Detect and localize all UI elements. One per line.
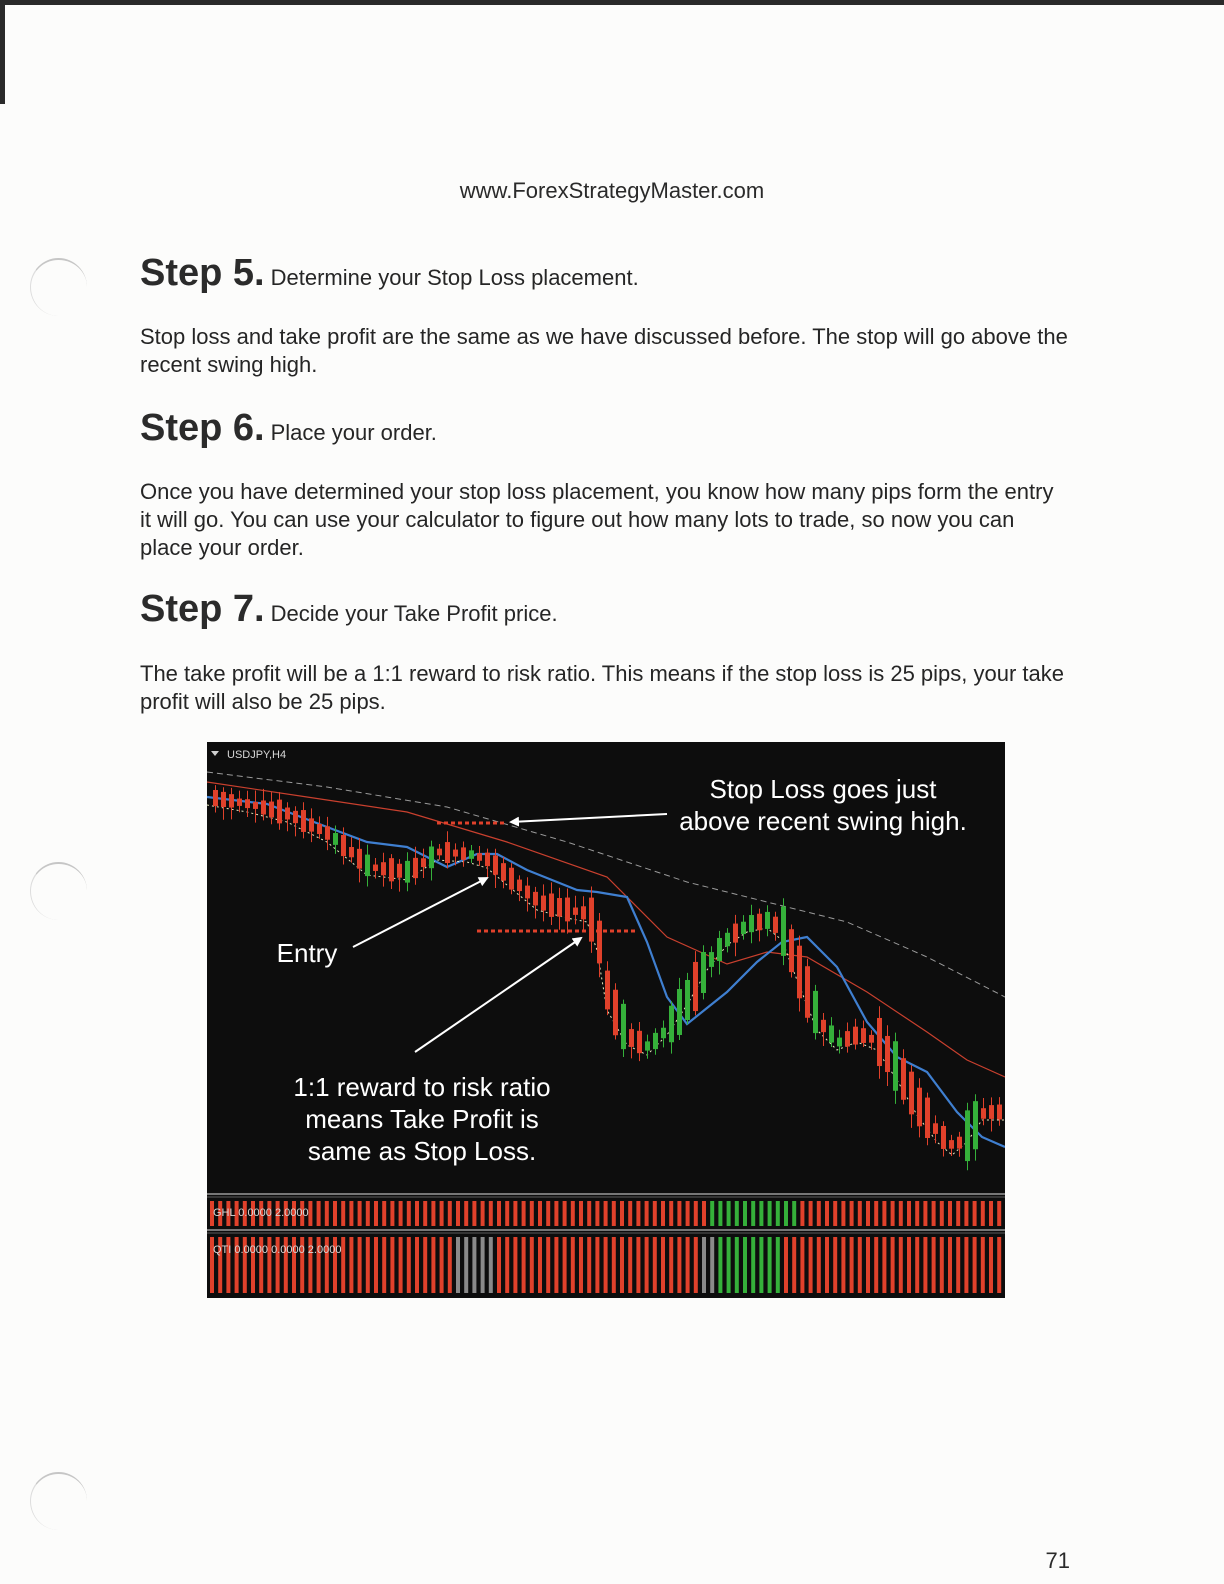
qti-bar xyxy=(686,1237,690,1293)
candle-body xyxy=(309,818,314,831)
candle-body xyxy=(413,858,418,878)
qti-bar xyxy=(407,1237,411,1293)
qti-bar xyxy=(645,1237,649,1293)
ghl-bar xyxy=(686,1201,690,1226)
candle-body xyxy=(629,1029,634,1047)
step-7-title: Decide your Take Profit price. xyxy=(270,601,558,626)
step-6-number: Step 6. xyxy=(140,407,265,449)
candle-body xyxy=(485,853,490,866)
candle-body xyxy=(757,914,762,931)
ghl-bar xyxy=(505,1201,509,1226)
candle-body xyxy=(749,915,754,932)
candle-body xyxy=(493,855,498,874)
candle-body xyxy=(285,808,290,820)
ghl-bar xyxy=(768,1201,772,1226)
qti-bar xyxy=(538,1237,542,1293)
ghl-bar xyxy=(653,1201,657,1226)
qti-bar xyxy=(792,1237,796,1293)
ghl-bar xyxy=(374,1201,378,1226)
candle-body xyxy=(341,835,346,856)
ghl-bar xyxy=(800,1201,804,1226)
qti-bar xyxy=(628,1237,632,1293)
candle-body xyxy=(589,898,594,942)
ghl-bar xyxy=(784,1201,788,1226)
ghl-bar xyxy=(907,1201,911,1226)
qti-bar xyxy=(809,1237,813,1293)
candle-body xyxy=(941,1126,946,1149)
qti-bar xyxy=(382,1237,386,1293)
qti-bar xyxy=(956,1237,960,1293)
ghl-bar xyxy=(522,1201,526,1226)
candle-body xyxy=(805,966,810,1018)
qti-bar xyxy=(776,1237,780,1293)
candle-body xyxy=(765,912,770,929)
candle-body xyxy=(581,906,586,919)
candle-body xyxy=(605,971,610,1010)
qti-bar xyxy=(694,1237,698,1293)
qti-bar xyxy=(563,1237,567,1293)
qti-bar xyxy=(825,1237,829,1293)
ghl-bar xyxy=(718,1201,722,1226)
step-6-heading xyxy=(140,407,437,450)
site-url: www.ForexStrategyMaster.com xyxy=(459,178,765,203)
ratio-annotation-line-3: same as Stop Loss. xyxy=(307,1136,537,1166)
qti-bar xyxy=(743,1237,747,1293)
candle-body xyxy=(429,847,434,869)
qti-bar xyxy=(677,1237,681,1293)
qti-bar xyxy=(751,1237,755,1293)
ghl-bar xyxy=(825,1201,829,1226)
ghl-bar xyxy=(850,1201,854,1226)
ghl-bar xyxy=(308,1201,312,1226)
ghl-bar xyxy=(325,1201,329,1226)
qti-bar xyxy=(489,1237,493,1293)
ghl-bar xyxy=(464,1201,468,1226)
ghl-indicator-bars xyxy=(210,1201,1001,1226)
qti-bar xyxy=(702,1237,706,1293)
candle-body xyxy=(349,847,354,857)
qti-bar xyxy=(374,1237,378,1293)
qti-bar xyxy=(768,1237,772,1293)
qti-bar xyxy=(817,1237,821,1293)
ghl-bar xyxy=(317,1201,321,1226)
candle-body xyxy=(373,865,378,871)
qti-bar xyxy=(882,1237,886,1293)
candle-body xyxy=(997,1105,1002,1120)
candle-body xyxy=(813,991,818,1033)
ghl-bar xyxy=(604,1201,608,1226)
ghl-bar xyxy=(366,1201,370,1226)
candle-body xyxy=(461,847,466,859)
candle-body xyxy=(917,1088,922,1127)
ghl-bar xyxy=(415,1201,419,1226)
candle-body xyxy=(557,898,562,917)
qti-bar xyxy=(669,1237,673,1293)
candle-body xyxy=(317,824,322,834)
candle-body xyxy=(469,850,474,858)
ghl-bar xyxy=(587,1201,591,1226)
ghl-bar xyxy=(817,1201,821,1226)
qti-bar xyxy=(358,1237,362,1293)
qti-bar xyxy=(800,1237,804,1293)
qti-bar xyxy=(579,1237,583,1293)
qti-bar xyxy=(850,1237,854,1293)
candle-body xyxy=(669,1006,674,1042)
ghl-bar xyxy=(809,1201,813,1226)
qti-bar xyxy=(595,1237,599,1293)
ghl-bar xyxy=(948,1201,952,1226)
candle-body xyxy=(845,1031,850,1046)
candle-body xyxy=(885,1036,890,1072)
candle-body xyxy=(549,893,554,916)
ghl-bar xyxy=(399,1201,403,1226)
candle-body xyxy=(573,908,578,915)
qti-bar xyxy=(497,1237,501,1293)
qti-bar xyxy=(653,1237,657,1293)
qti-bar xyxy=(481,1237,485,1293)
candle-body xyxy=(861,1028,866,1043)
candle-body xyxy=(453,850,458,857)
qti-bar xyxy=(423,1237,427,1293)
stop-loss-annotation-line-1: Stop Loss goes just xyxy=(709,774,937,804)
qti-bar xyxy=(866,1237,870,1293)
candle-body xyxy=(821,1020,826,1032)
qti-bar xyxy=(932,1237,936,1293)
candle-body xyxy=(837,1038,842,1047)
candle-body xyxy=(869,1035,874,1043)
qti-bar xyxy=(530,1237,534,1293)
ghl-bar xyxy=(489,1201,493,1226)
candle-body xyxy=(565,898,570,922)
qti-bar xyxy=(620,1237,624,1293)
candle-body xyxy=(789,929,794,972)
qti-bar xyxy=(710,1237,714,1293)
ghl-bar xyxy=(579,1201,583,1226)
candle-body xyxy=(437,849,442,856)
candle-body xyxy=(853,1027,858,1045)
ghl-bar xyxy=(727,1201,731,1226)
candle-body xyxy=(213,790,218,806)
qti-bar xyxy=(431,1237,435,1293)
ghl-bar xyxy=(866,1201,870,1226)
ghl-bar xyxy=(497,1201,501,1226)
candle-body xyxy=(381,862,386,875)
candle-body xyxy=(597,921,602,964)
step-7-heading xyxy=(140,588,558,631)
qti-bar xyxy=(948,1237,952,1293)
candle-body xyxy=(933,1123,938,1134)
ghl-bar xyxy=(989,1201,993,1226)
qti-bar xyxy=(366,1237,370,1293)
ghl-bar xyxy=(530,1201,534,1226)
candle-body xyxy=(261,801,266,815)
qti-bar xyxy=(661,1237,665,1293)
qti-bar xyxy=(456,1237,460,1293)
candle-body xyxy=(445,842,450,863)
ghl-bar xyxy=(472,1201,476,1226)
candle-body xyxy=(237,799,242,806)
qti-bar xyxy=(341,1237,345,1293)
ghl-bar xyxy=(677,1201,681,1226)
candle-body xyxy=(797,946,802,999)
qti-bar xyxy=(759,1237,763,1293)
qti-indicator-label: QTI 0.0000 0.0000 2.0000 xyxy=(213,1244,342,1256)
qti-bar xyxy=(636,1237,640,1293)
candle-body xyxy=(245,799,250,808)
qti-bar xyxy=(874,1237,878,1293)
candle-body xyxy=(397,864,402,878)
ghl-bar xyxy=(661,1201,665,1226)
ghl-bar xyxy=(571,1201,575,1226)
candle-body xyxy=(653,1033,658,1049)
qti-bar xyxy=(899,1237,903,1293)
symbol-label: USDJPY,H4 xyxy=(227,749,287,761)
candle-body xyxy=(637,1031,642,1053)
candle-body xyxy=(357,849,362,869)
candle-body xyxy=(893,1041,898,1091)
ghl-bar xyxy=(710,1201,714,1226)
step-6-title: Place your order. xyxy=(270,420,437,445)
candle-body xyxy=(365,855,370,876)
qti-bar xyxy=(399,1237,403,1293)
ghl-bar xyxy=(973,1201,977,1226)
qti-bar xyxy=(513,1237,517,1293)
ghl-bar xyxy=(759,1201,763,1226)
ghl-bar xyxy=(538,1201,542,1226)
candle-body xyxy=(221,792,226,807)
ghl-bar xyxy=(915,1201,919,1226)
candle-body xyxy=(405,861,410,883)
qti-bar xyxy=(718,1237,722,1293)
ghl-bar xyxy=(776,1201,780,1226)
candle-body xyxy=(877,1018,882,1066)
candle-body xyxy=(781,907,786,956)
ghl-bar xyxy=(349,1201,353,1226)
ghl-bar xyxy=(546,1201,550,1226)
ghl-bar xyxy=(964,1201,968,1226)
ghl-bar xyxy=(997,1201,1001,1226)
qti-bar xyxy=(472,1237,476,1293)
page-number: 71 xyxy=(1045,1548,1070,1573)
ghl-bar xyxy=(645,1201,649,1226)
qti-bar xyxy=(554,1237,558,1293)
ghl-bar xyxy=(891,1201,895,1226)
candle-body xyxy=(325,826,330,839)
ghl-bar xyxy=(382,1201,386,1226)
candle-body xyxy=(613,990,618,1035)
ghl-bar xyxy=(390,1201,394,1226)
qti-bar xyxy=(833,1237,837,1293)
binder-hole-middle xyxy=(30,862,87,920)
qti-bar xyxy=(989,1237,993,1293)
qti-bar xyxy=(440,1237,444,1293)
ghl-bar xyxy=(694,1201,698,1226)
candle-body xyxy=(901,1058,906,1100)
candle-body xyxy=(533,892,538,906)
ghl-bar xyxy=(628,1201,632,1226)
qti-bar xyxy=(349,1237,353,1293)
qti-bar xyxy=(604,1237,608,1293)
ghl-bar xyxy=(431,1201,435,1226)
ghl-bar xyxy=(923,1201,927,1226)
candle-body xyxy=(685,980,690,1020)
step-7-body: The take profit will be a 1:1 reward to risk ratio. This means if the stop loss is 25 pips, your take profit will also be 25 pips. xyxy=(140,661,1065,714)
ghl-bar xyxy=(554,1201,558,1226)
ghl-bar xyxy=(595,1201,599,1226)
page-left-border xyxy=(0,0,5,104)
candle-body xyxy=(725,933,730,946)
ghl-bar xyxy=(743,1201,747,1226)
candle-body xyxy=(693,962,698,1011)
qti-bar xyxy=(464,1237,468,1293)
step-7-number: Step 7. xyxy=(140,588,265,630)
qti-bar xyxy=(415,1237,419,1293)
candle-body xyxy=(909,1072,914,1115)
candle-body xyxy=(301,810,306,832)
qti-bar xyxy=(907,1237,911,1293)
step-5-heading xyxy=(140,252,639,295)
binder-hole-top xyxy=(30,258,87,316)
candle-body xyxy=(965,1110,970,1161)
ghl-bar xyxy=(341,1201,345,1226)
qti-bar xyxy=(571,1237,575,1293)
candle-body xyxy=(733,924,738,943)
qti-bar xyxy=(735,1237,739,1293)
ghl-bar xyxy=(563,1201,567,1226)
candle-body xyxy=(389,858,394,881)
step-5-number: Step 5. xyxy=(140,252,265,294)
candle-body xyxy=(925,1098,930,1138)
qti-bar xyxy=(997,1237,1001,1293)
candle-body xyxy=(981,1108,986,1119)
candle-body xyxy=(421,858,426,867)
ghl-bar xyxy=(858,1201,862,1226)
candle-body xyxy=(709,952,714,967)
ghl-bar xyxy=(333,1201,337,1226)
qti-bar xyxy=(784,1237,788,1293)
entry-annotation: Entry xyxy=(276,938,338,968)
candle-body xyxy=(509,868,514,890)
qti-bar xyxy=(546,1237,550,1293)
candle-body xyxy=(621,1004,626,1049)
ghl-bar xyxy=(702,1201,706,1226)
qti-bar xyxy=(448,1237,452,1293)
ghl-bar xyxy=(882,1201,886,1226)
ghl-bar xyxy=(423,1201,427,1226)
ghl-bar xyxy=(833,1201,837,1226)
ghl-bar xyxy=(407,1201,411,1226)
candle-body xyxy=(973,1101,978,1149)
qti-bar xyxy=(964,1237,968,1293)
candle-body xyxy=(541,896,546,911)
qti-bar xyxy=(915,1237,919,1293)
candle-body xyxy=(677,989,682,1035)
qti-bar xyxy=(727,1237,731,1293)
ghl-bar xyxy=(841,1201,845,1226)
stop-loss-annotation-line-2: above recent swing high. xyxy=(679,806,967,836)
candle-body xyxy=(829,1025,834,1042)
ratio-annotation-line-2: means Take Profit is xyxy=(305,1104,539,1134)
candle-body xyxy=(477,853,482,861)
ratio-annotation-line-1: 1:1 reward to risk ratio xyxy=(293,1072,551,1102)
qti-bar xyxy=(973,1237,977,1293)
qti-bar xyxy=(981,1237,985,1293)
candle-body xyxy=(277,800,282,824)
ghl-bar xyxy=(940,1201,944,1226)
qti-bar xyxy=(390,1237,394,1293)
candle-body xyxy=(957,1137,962,1149)
candle-body xyxy=(333,833,338,845)
candle-body xyxy=(293,811,298,823)
candle-body xyxy=(269,802,274,818)
ghl-bar xyxy=(456,1201,460,1226)
ghl-bar xyxy=(751,1201,755,1226)
qti-bar xyxy=(940,1237,944,1293)
ghl-bar xyxy=(956,1201,960,1226)
candle-body xyxy=(501,863,506,881)
candle-body xyxy=(661,1028,666,1039)
ghl-bar xyxy=(481,1201,485,1226)
qti-bar xyxy=(923,1237,927,1293)
candle-body xyxy=(717,938,722,961)
step-6-body: Once you have determined your stop loss placement, you know how many pips form the entry it will go. You can use your calculator to figure out how many lots to trade, so now you can place your order. xyxy=(140,479,1054,560)
ghl-bar xyxy=(636,1201,640,1226)
qti-bar xyxy=(612,1237,616,1293)
candle-body xyxy=(525,886,530,899)
ghl-bar xyxy=(669,1201,673,1226)
ghl-bar xyxy=(792,1201,796,1226)
ghl-bar xyxy=(981,1201,985,1226)
candle-body xyxy=(741,922,746,934)
qti-bar xyxy=(841,1237,845,1293)
ghl-bar xyxy=(620,1201,624,1226)
candle-body xyxy=(229,794,234,807)
candle-body xyxy=(645,1041,650,1050)
qti-bar xyxy=(891,1237,895,1293)
candle-body xyxy=(701,952,706,993)
candle-body xyxy=(773,917,778,933)
price-chart-screenshot xyxy=(207,742,1005,1298)
ghl-bar xyxy=(448,1201,452,1226)
candle-body xyxy=(253,802,258,809)
ghl-bar xyxy=(874,1201,878,1226)
ghl-bar xyxy=(612,1201,616,1226)
ghl-indicator-label: GHL 0.0000 2.0000 xyxy=(213,1207,309,1219)
step-5-body: Stop loss and take profit are the same as we have discussed before. The stop will go above the recent swing high. xyxy=(140,324,1068,377)
qti-bar xyxy=(522,1237,526,1293)
page-top-border xyxy=(0,0,1224,5)
ghl-bar xyxy=(932,1201,936,1226)
candle-body xyxy=(949,1140,954,1149)
step-5-title: Determine your Stop Loss placement. xyxy=(270,265,639,290)
ghl-bar xyxy=(513,1201,517,1226)
qti-bar xyxy=(587,1237,591,1293)
ghl-bar xyxy=(899,1201,903,1226)
qti-bar xyxy=(505,1237,509,1293)
qti-bar xyxy=(858,1237,862,1293)
ghl-bar xyxy=(440,1201,444,1226)
candle-body xyxy=(989,1105,994,1119)
binder-hole-bottom xyxy=(30,1472,87,1530)
candle-body xyxy=(517,880,522,891)
ghl-bar xyxy=(735,1201,739,1226)
ghl-bar xyxy=(358,1201,362,1226)
